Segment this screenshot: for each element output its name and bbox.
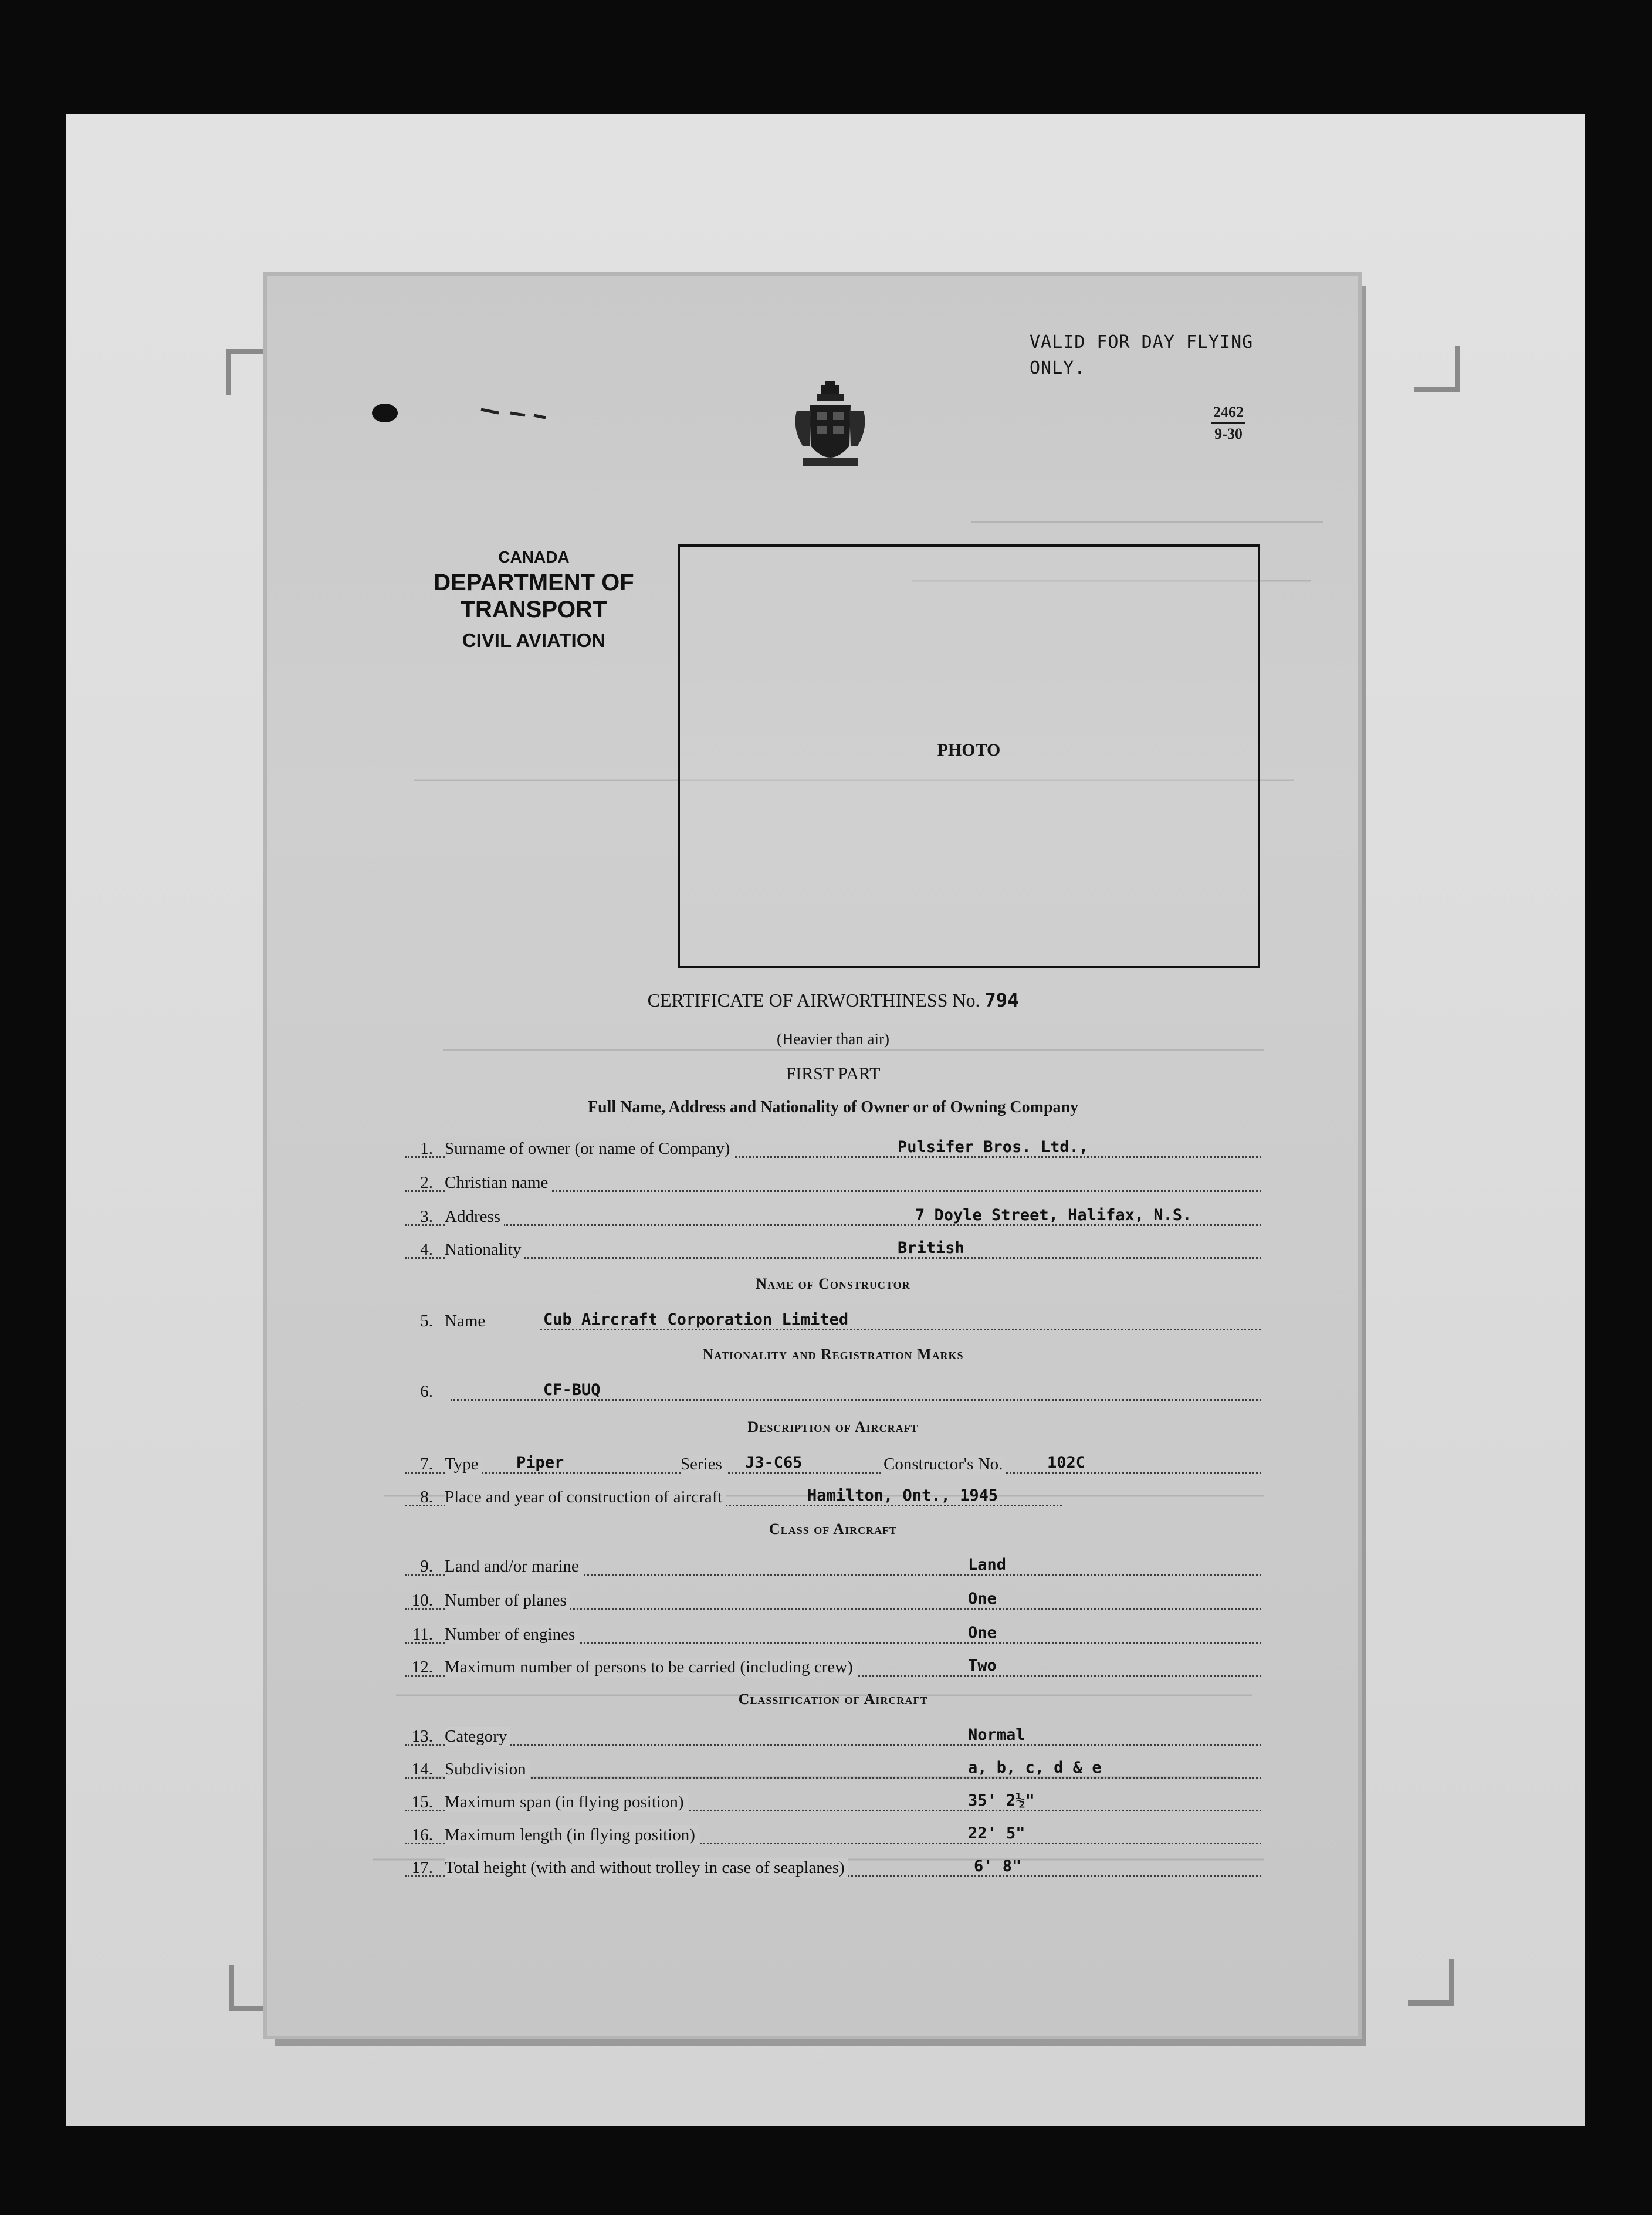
constructor-number-value: 102C [1047,1454,1086,1472]
country-label: CANADA [498,548,570,566]
coat-of-arms-icon [786,381,874,481]
field-number: 3. [420,1207,433,1226]
field-value: Land [968,1556,1007,1574]
field-label: Type [445,1455,482,1474]
field-row-owner [405,1136,1261,1161]
field-label: Place and year of construction of aircraft [445,1488,726,1507]
field-number: 10. [411,1591,433,1610]
crop-mark-mid-left [226,349,272,395]
field-value: 35' 2½" [968,1791,1035,1810]
field-number: 4. [420,1240,433,1259]
field-row-place-year [405,1484,1261,1510]
validity-line-1: VALID FOR DAY FLYING [1030,332,1254,353]
field-value: One [968,1624,997,1642]
field-row-category [405,1723,1261,1749]
field-row-address [405,1204,1261,1230]
photo-label: PHOTO [937,740,1001,760]
field-value: CF-BUQ [543,1381,601,1399]
field-row-span [405,1789,1261,1815]
field-number: 14. [411,1760,433,1779]
photo-box [678,544,1260,968]
section-registration: Nationality and Registration Marks [702,1346,964,1363]
field-number: 2. [420,1173,433,1192]
field-label: Maximum number of persons to be carried (including crew) [445,1658,857,1677]
series-value: J3-C65 [745,1454,803,1472]
field-label: Address [445,1207,504,1227]
certificate-subtitle: (Heavier than air) [777,1030,889,1048]
field-number: 11. [412,1625,433,1644]
field-value: Pulsifer Bros. Ltd., [898,1138,1089,1156]
field-value: British [898,1239,964,1257]
field-label: Maximum length (in flying position) [445,1825,699,1845]
field-label: Total height (with and without trolley in case of seaplanes) [445,1858,848,1878]
validity-line-2: ONLY. [1030,358,1086,378]
field-label: Christian name [445,1173,551,1193]
field-number: 16. [411,1825,433,1844]
field-row-persons [405,1654,1261,1680]
field-row-engines [405,1621,1261,1647]
field-row-length [405,1822,1261,1848]
field-number: 6. [420,1382,433,1401]
field-row-subdivision [405,1756,1261,1782]
field-row-nationality [405,1237,1261,1262]
field-number: 17. [411,1858,433,1877]
field-number: 1. [420,1139,433,1158]
part-heading: FIRST PART [786,1064,881,1083]
form-revision: 9-30 [1214,425,1243,442]
section-class: Class of Aircraft [769,1520,898,1537]
type-value: Piper [516,1454,564,1472]
department-heading [399,546,669,658]
crop-mark-mid-right [1414,346,1460,392]
field-label: Surname of owner (or name of Company) [445,1139,733,1159]
owner-heading: Full Name, Address and Nationality of Owner or of Owning Company [587,1098,1079,1116]
field-number: 7. [420,1455,433,1474]
field-number: 15. [411,1793,433,1811]
paper-smudge-mark [364,398,551,433]
certificate-number: 794 [984,989,1019,1011]
field-label: Number of planes [445,1591,570,1610]
field-value: Hamilton, Ont., 1945 [807,1486,998,1505]
field-label: Category [445,1727,510,1746]
field-row-registration [405,1379,1261,1404]
field-row-land-marine [405,1553,1261,1579]
field-value: Two [968,1657,997,1675]
section-constructor: Name of Constructor [756,1275,910,1292]
field-value: Cub Aircraft Corporation Limited [543,1310,849,1329]
field-value: a, b, c, d & e [968,1759,1102,1777]
department-line-1: DEPARTMENT OF [434,570,634,595]
section-classification: Classification of Aircraft [738,1691,928,1708]
field-value: 7 Doyle Street, Halifax, N.S. [915,1206,1192,1224]
section-description: Description of Aircraft [747,1418,919,1435]
field-label: Land and/or marine [445,1557,583,1576]
certificate-title [364,989,1302,1011]
field-row-constructor-name [405,1308,1261,1334]
validity-note [1030,330,1253,381]
field-row-planes [405,1587,1261,1613]
department-line-2: TRANSPORT [461,597,607,622]
branch-label: CIVIL AVIATION [462,629,606,651]
field-row-christian-name [405,1170,1261,1195]
field-label: Subdivision [445,1760,530,1779]
field-value: 6' 8" [974,1857,1022,1875]
field-number: 9. [420,1557,433,1576]
field-label: Maximum span (in flying position) [445,1793,688,1812]
certificate-title-text: CERTIFICATE OF AIRWORTHINESS No. [647,990,980,1011]
field-label: Nationality [445,1240,524,1259]
field-number: 13. [411,1727,433,1746]
field-value: 22' 5" [968,1824,1025,1843]
field-label: Name [445,1312,489,1331]
field-value: Normal [968,1726,1025,1744]
field-value: One [968,1590,997,1608]
field-number: 8. [420,1488,433,1506]
crop-mark-bottom-right [1408,1959,1454,2006]
field-row-type [405,1451,1261,1477]
field-label: Number of engines [445,1625,578,1644]
field-number: 5. [420,1312,433,1330]
form-number-value: 2462 [1213,404,1244,421]
series-label: Series [681,1455,726,1474]
form-number [1211,402,1245,444]
field-row-height [405,1855,1261,1881]
constructor-number-label: Constructor's No. [883,1455,1006,1474]
field-number: 12. [411,1658,433,1677]
